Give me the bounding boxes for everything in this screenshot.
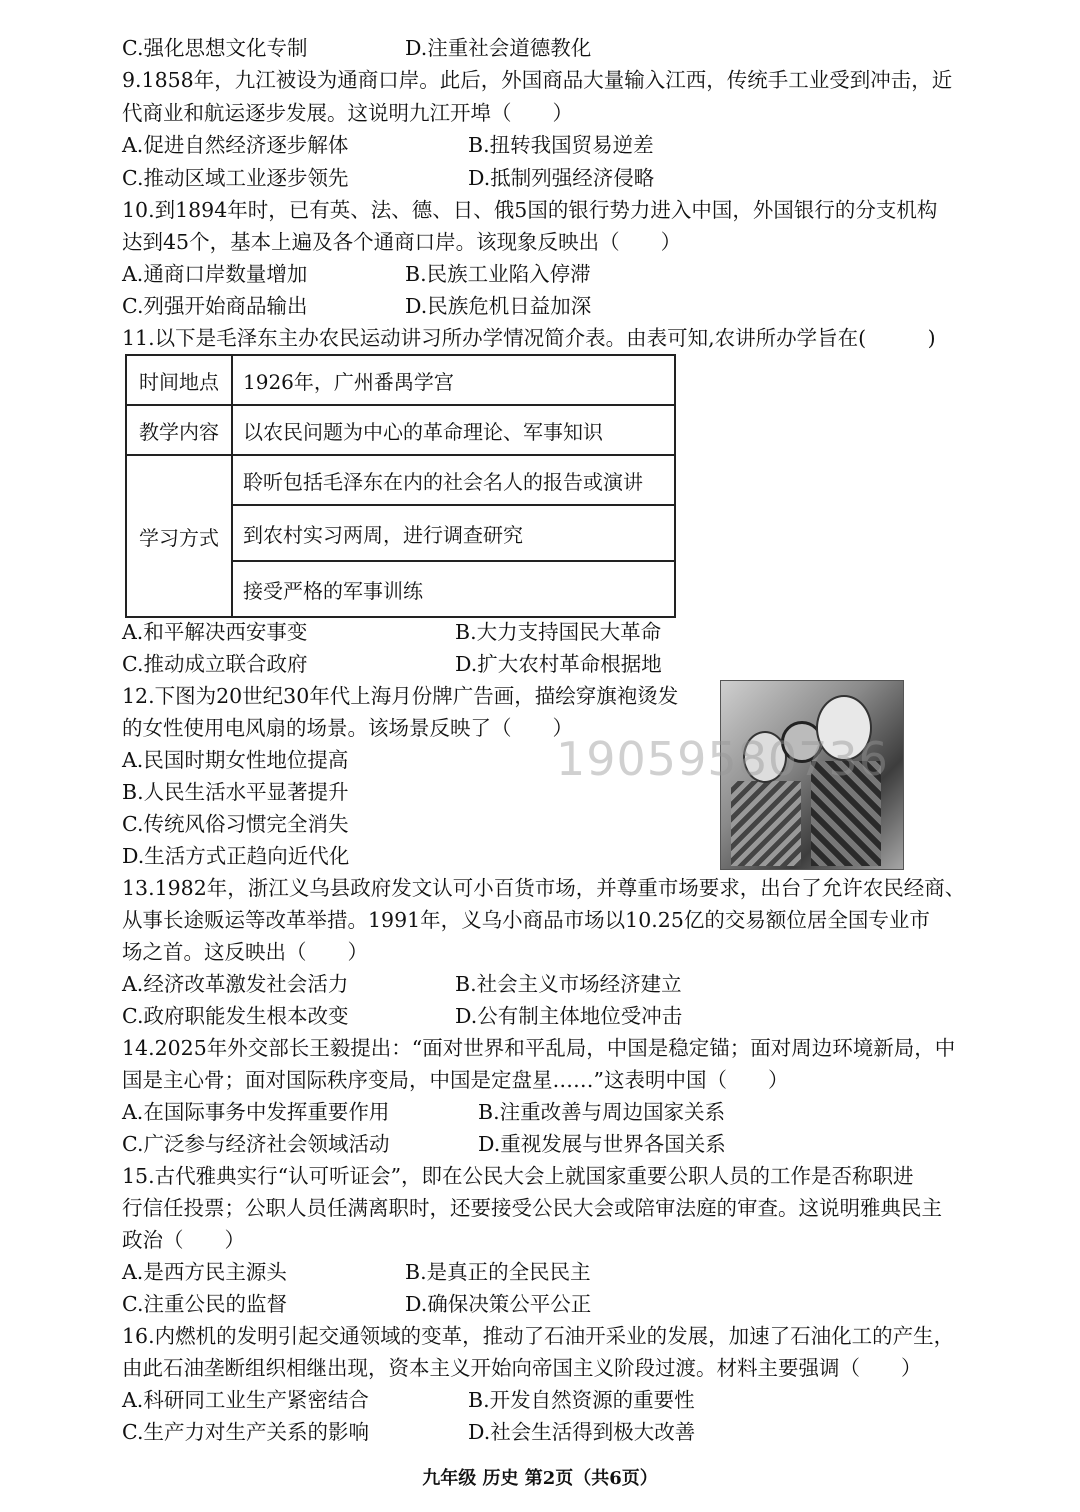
q12-option-a: A.民国时期女性地位提高 (122, 748, 349, 772)
q9-stem-1: 9.1858年，九江被设为通商口岸。此后，外国商品大量输入江西，传统手工业受到冲击，近 (122, 68, 953, 92)
q15-option-a: A.是西方民主源头 (122, 1260, 287, 1284)
q14-stem-2: 国是主心骨；面对国际秩序变局，中国是定盘星……”这表明中国（ ） (122, 1068, 789, 1092)
table-value-method-3: 接受严格的军事训练 (232, 561, 675, 617)
table-key-time-place: 时间地点 (126, 355, 232, 405)
q10-option-d: D.民族危机日益加深 (405, 294, 592, 318)
q16-stem-2: 由此石油垄断组织相继出现，资本主义开始向帝国主义阶段过渡。材料主要强调（ ） (122, 1356, 922, 1380)
q13-option-b: B.社会主义市场经济建立 (455, 972, 682, 996)
q14-option-d: D.重视发展与世界各国关系 (478, 1132, 726, 1156)
q10-option-c: C.列强开始商品输出 (122, 294, 308, 318)
table-value-time-place: 1926年，广州番禺学宫 (232, 355, 675, 405)
q13-option-d: D.公有制主体地位受冲击 (455, 1004, 683, 1028)
q13-stem-3: 场之首。这反映出（ ） (122, 940, 368, 964)
q11-info-table (125, 354, 676, 618)
q13-option-c: C.政府职能发生根本改变 (122, 1004, 349, 1028)
q11-stem: 11.以下是毛泽东主办农民运动讲习所办学情况简介表。由表可知,农讲所办学旨在( ) (122, 326, 936, 350)
q10-stem-2: 达到45个，基本上遍及各个通商口岸。该现象反映出（ ） (122, 230, 682, 254)
table-value-content: 以农民问题为中心的革命理论、军事知识 (232, 405, 675, 455)
q8-option-c: C.强化思想文化专制 (122, 36, 308, 60)
q15-stem-3: 政治（ ） (122, 1228, 245, 1252)
q12-option-d: D.生活方式正趋向近代化 (122, 844, 350, 868)
q14-option-b: B.注重改善与周边国家关系 (478, 1100, 726, 1124)
q11-option-b: B.大力支持国民大革命 (455, 620, 662, 644)
q16-stem-1: 16.内燃机的发明引起交通领域的变革，推动了石油开采业的发展，加速了石油化工的产生， (122, 1324, 955, 1348)
q9-option-a: A.促进自然经济逐步解体 (122, 133, 349, 157)
table-value-method-1: 聆听包括毛泽东在内的社会名人的报告或演讲 (232, 455, 675, 505)
q13-stem-1: 13.1982年，浙江义乌县政府发文认可小百货市场，并尊重市场要求，出台了允许农民经商、 (122, 876, 966, 900)
q11-option-c: C.推动成立联合政府 (122, 652, 308, 676)
q9-option-b: B.扭转我国贸易逆差 (468, 133, 654, 157)
q16-option-c: C.生产力对生产关系的影响 (122, 1420, 369, 1444)
q11-option-d: D.扩大农村革命根据地 (455, 652, 662, 676)
q15-option-d: D.确保决策公平公正 (405, 1292, 592, 1316)
q12-option-c: C.传统风俗习惯完全消失 (122, 812, 349, 836)
q11-option-a: A.和平解决西安事变 (122, 620, 308, 644)
q8-option-d: D.注重社会道德教化 (405, 36, 592, 60)
q10-stem-1: 10.到1894年时，已有英、法、德、日、俄5国的银行势力进入中国，外国银行的分支机构 (122, 198, 938, 222)
q14-stem-1: 14.2025年外交部长王毅提出：“面对世界和平乱局，中国是稳定锚；面对周边环境新局，中 (122, 1036, 956, 1060)
q9-option-c: C.推动区域工业逐步领先 (122, 166, 349, 190)
q16-option-a: A.科研同工业生产紧密结合 (122, 1388, 369, 1412)
q13-option-a: A.经济改革激发社会活力 (122, 972, 349, 996)
q15-stem-2: 行信任投票；公职人员任满离职时，还要接受公民大会或陪审法庭的审查。这说明雅典民主 (122, 1196, 942, 1220)
table-key-method: 学习方式 (126, 455, 232, 617)
q14-option-c: C.广泛参与经济社会领域活动 (122, 1132, 390, 1156)
q10-option-a: A.通商口岸数量增加 (122, 262, 308, 286)
page-footer: 九年级 历史 第2页（共6页） (422, 1468, 658, 1489)
q10-option-b: B.民族工业陷入停滞 (405, 262, 591, 286)
q14-option-a: A.在国际事务中发挥重要作用 (122, 1100, 390, 1124)
table-key-content: 教学内容 (126, 405, 232, 455)
q12-stem-1: 12.下图为20世纪30年代上海月份牌广告画，描绘穿旗袍烫发 (122, 684, 679, 708)
q12-option-b: B.人民生活水平显著提升 (122, 780, 349, 804)
q15-option-c: C.注重公民的监督 (122, 1292, 287, 1316)
q12-stem-2: 的女性使用电风扇的场景。该场景反映了（ ） (122, 716, 573, 740)
q16-option-b: B.开发自然资源的重要性 (468, 1388, 695, 1412)
q15-option-b: B.是真正的全民民主 (405, 1260, 591, 1284)
q9-option-d: D.抵制列强经济侵略 (468, 166, 655, 190)
table-value-method-2: 到农村实习两周，进行调查研究 (232, 505, 675, 561)
q9-stem-2: 代商业和航运逐步发展。这说明九江开埠（ ） (122, 101, 573, 125)
watermark-text: 19059580736 (556, 732, 889, 786)
q15-stem-1: 15.古代雅典实行“认可听证会”，即在公民大会上就国家重要公职人员的工作是否称职进 (122, 1164, 914, 1188)
q16-option-d: D.社会生活得到极大改善 (468, 1420, 696, 1444)
q13-stem-2: 从事长途贩运等改革举措。1991年，义乌小商品市场以10.25亿的交易额位居全国专业市 (122, 908, 930, 932)
